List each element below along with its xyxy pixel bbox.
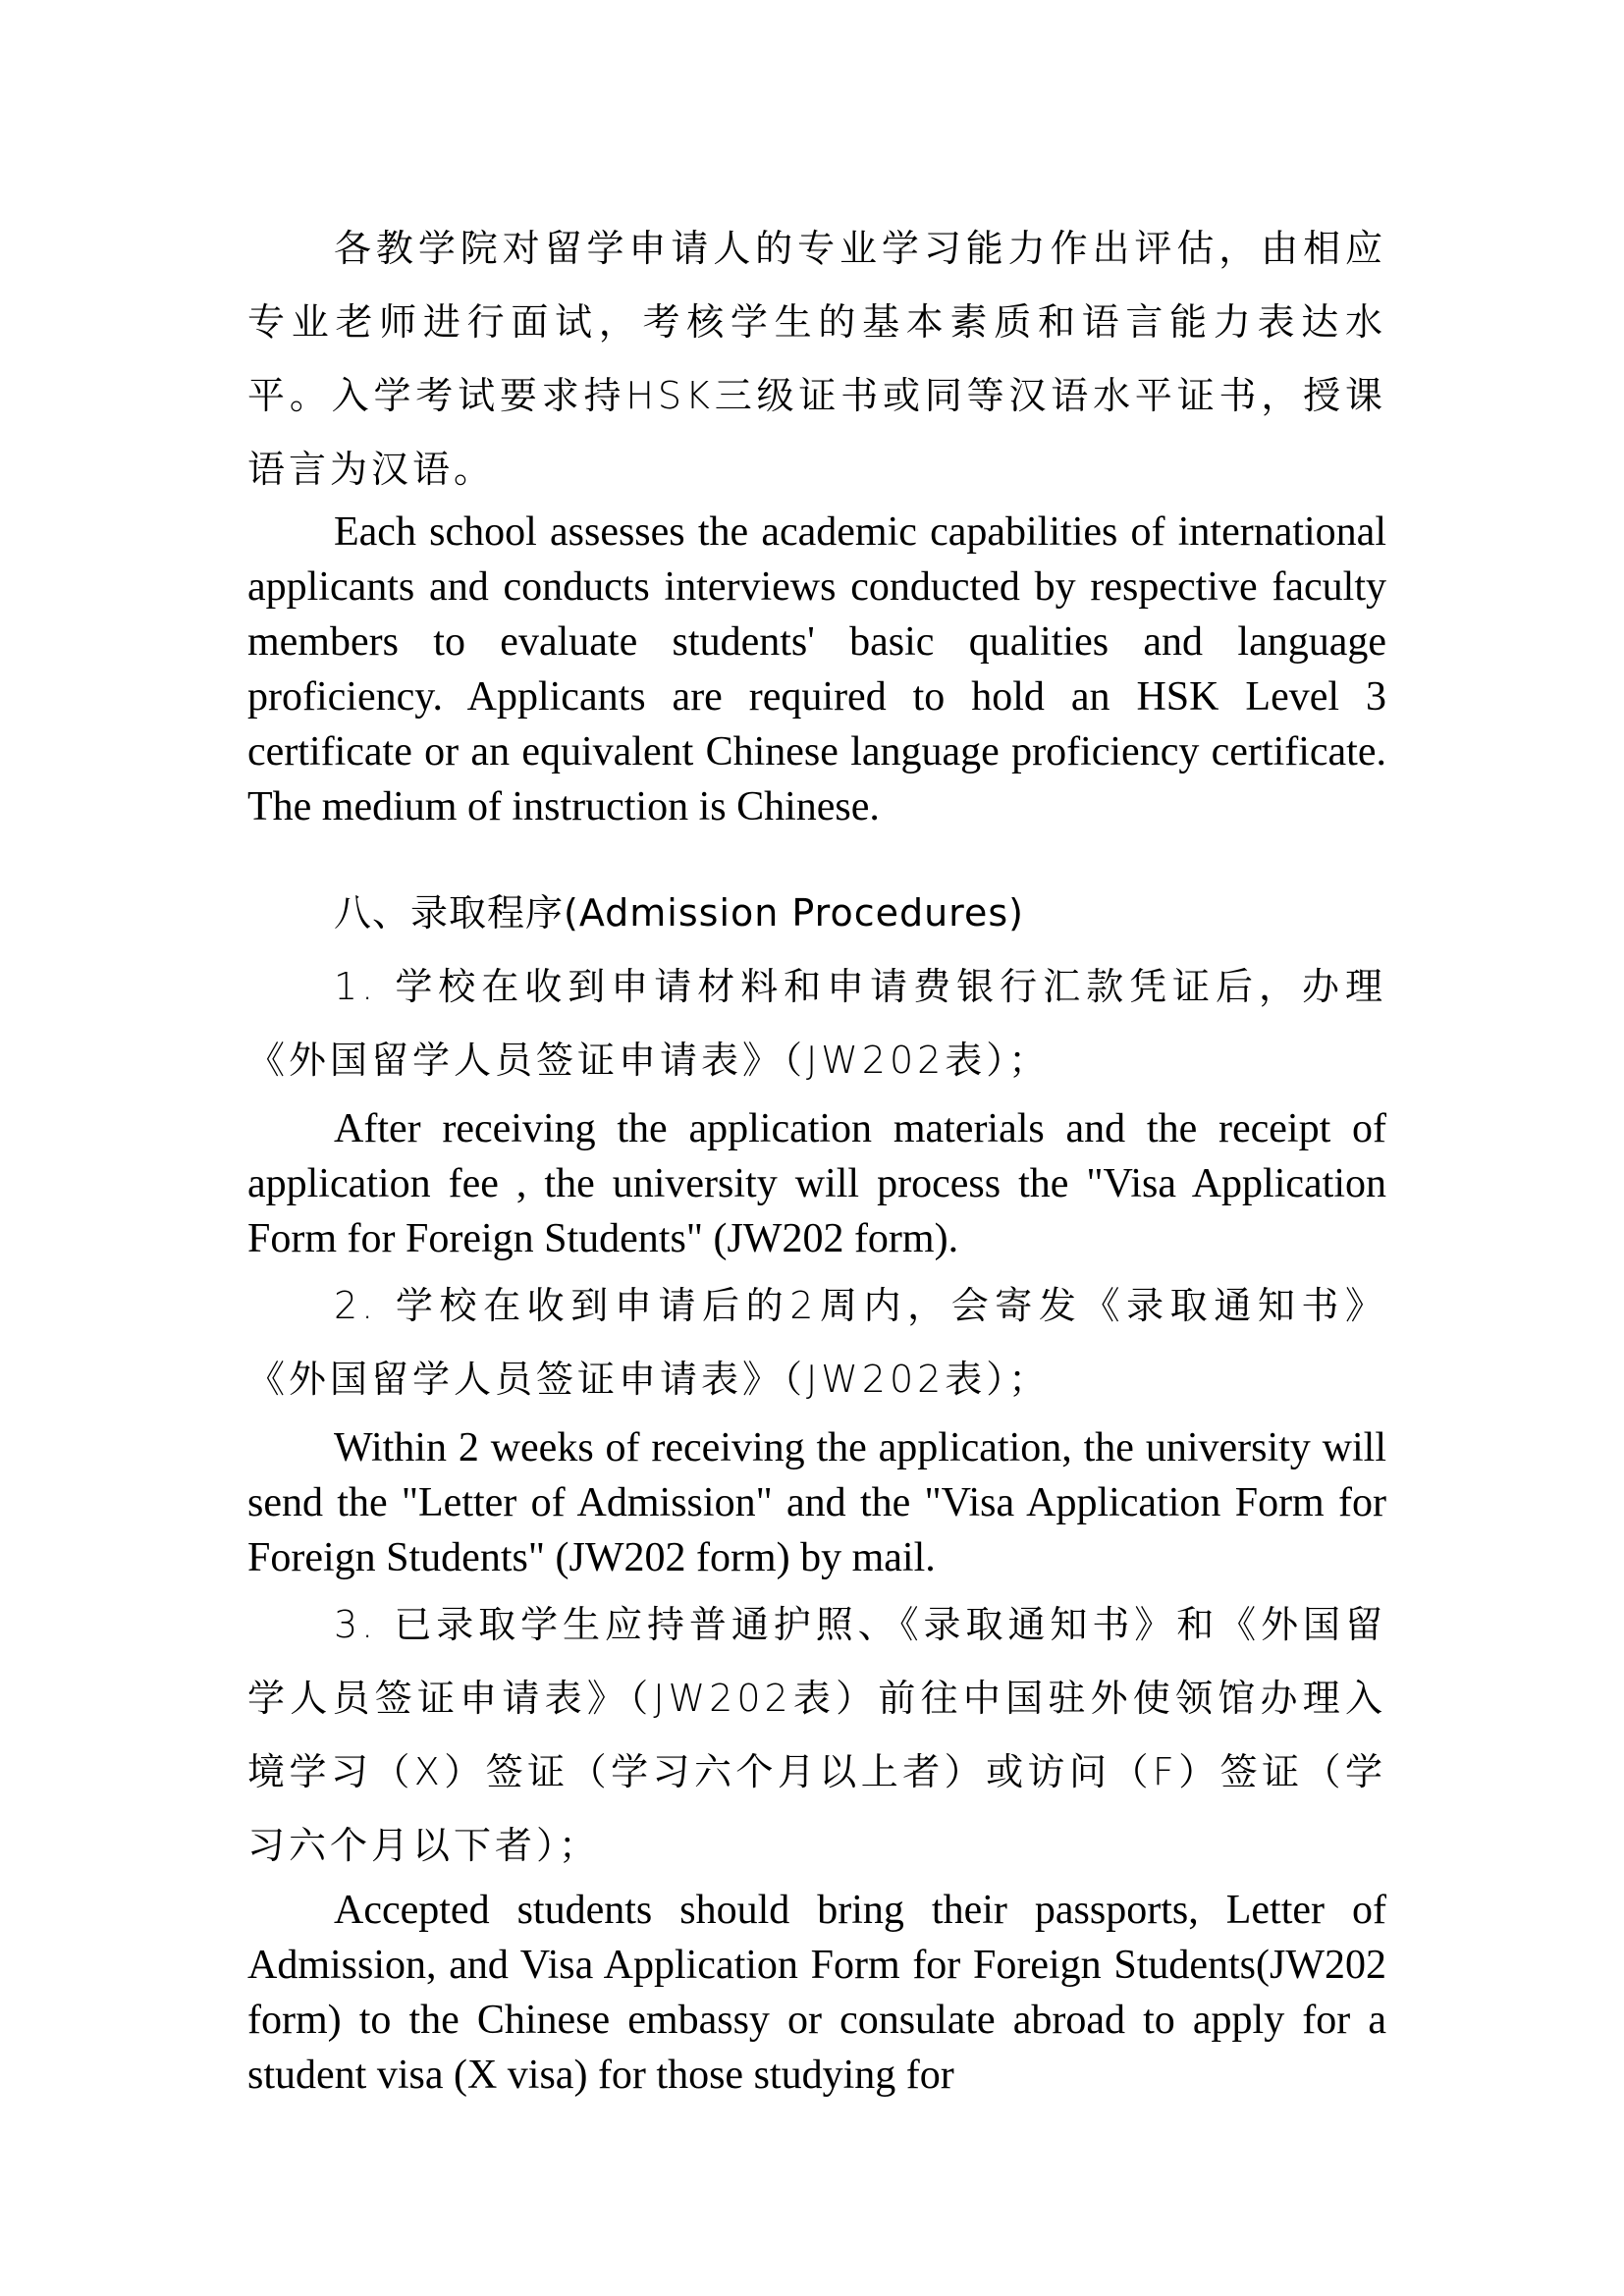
item-2-zh: 2. 学校在收到申请后的2周内，会寄发《录取通知书》《外国留学人员签证申请表》（JW202表）；: [247, 1284, 1386, 1401]
item-3-zh: 3. 已录取学生应持普通护照、《录取通知书》和《外国留学人员签证申请表》（JW202表）前往中国驻外使领馆办理入境学习（X）签证（学习六个月以上者）或访问（F）签证（学习六个月以下者）；: [247, 1603, 1386, 1867]
item-1-zh: 1. 学校在收到申请材料和申请费银行汇款凭证后，办理《外国留学人员签证申请表》（JW202表）；: [247, 965, 1386, 1082]
section-heading-admission-procedures: 八、录取程序(Admission Procedures): [334, 891, 1024, 934]
item-1-en: After receiving the application materials and the receipt of application fee , the university will process the "Visa Application Form for Foreign Students" (JW202 form).: [247, 1106, 1386, 1261]
paragraph-assessment-en: Each school assesses the academic capabilities of international applicants and conducts interviews conducted by respective faculty members to evaluate students' basic qualities and language proficiency. Applicants are required to hold an HSK Level 3 certificate or an equivalent Chinese language proficiency certificate. The medium of instruction is Chinese.: [247, 509, 1386, 829]
item-3-en: Accepted students should bring their passports, Letter of Admission, and Visa Application Form for Foreign Students(JW202 form) to the Chinese embassy or consulate abroad to apply for a student visa (X visa) for those studying for: [247, 1888, 1386, 2098]
item-2-en: Within 2 weeks of receiving the application, the university will send the "Letter of Admission" and the "Visa Application Form for Foreign Students" (JW202 form) by mail.: [247, 1425, 1386, 1580]
paragraph-assessment-zh: 各教学院对留学申请人的专业学习能力作出评估，由相应专业老师进行面试，考核学生的基本素质和语言能力表达水平。入学考试要求持HSK三级证书或同等汉语水平证书，授课语言为汉语。: [247, 227, 1386, 491]
